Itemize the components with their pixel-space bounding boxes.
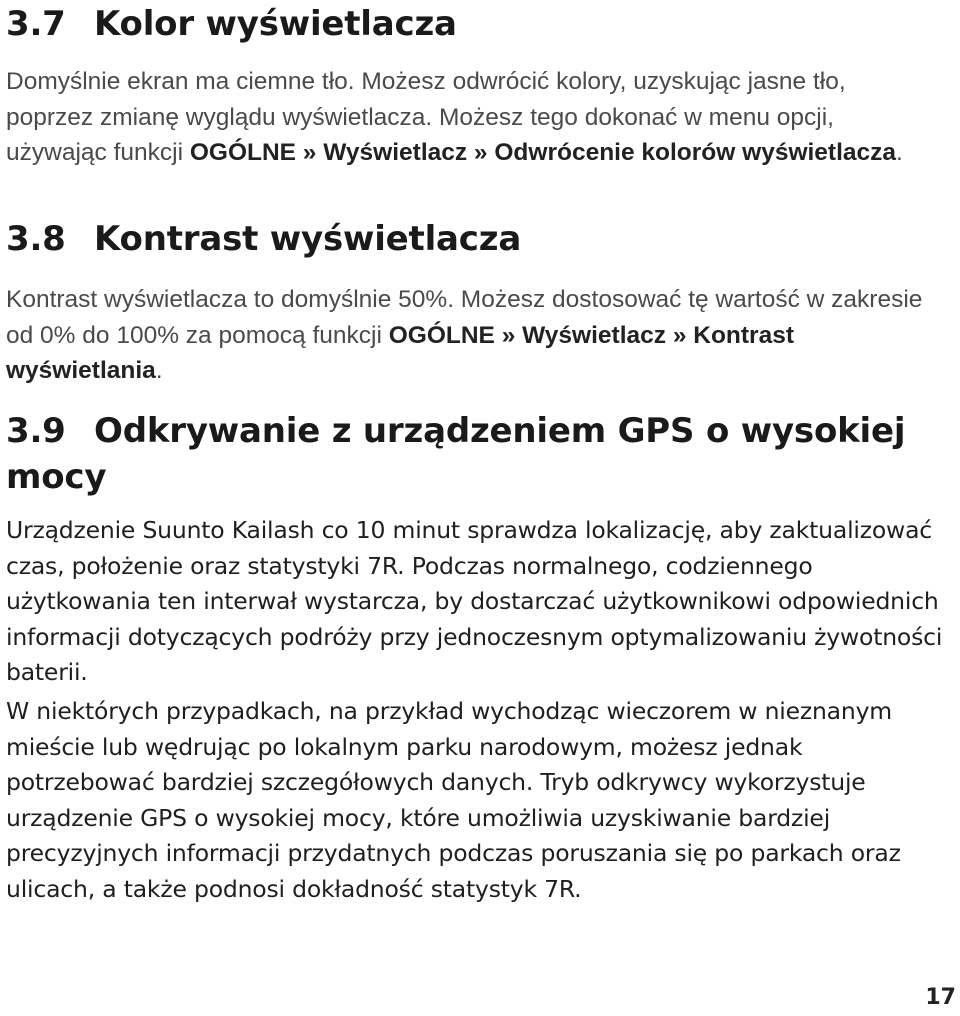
body-text: Domyślnie ekran ma ciemne tło. Możesz odwrócić kolory, uzyskując jasne tło, poprzez zmianę wyglądu wyświetlacza. Możesz tego dokonać w menu opcji, używając funkcji bbox=[6, 68, 846, 166]
section-title: Kolor wyświetlacza bbox=[94, 4, 457, 44]
section-heading-odkrywanie bbox=[6, 408, 946, 500]
body-text-end: . bbox=[155, 357, 163, 384]
body-text-end: . bbox=[896, 139, 903, 166]
body-text: Kontrast wyświetlacza to domyślnie 50%. Możesz dostosować tę wartość w zakresie od 0% do 100% za pomocą funkcji bbox=[6, 286, 923, 349]
section-title: Odkrywanie z urządzeniem GPS o wysokiej mocy bbox=[6, 411, 906, 497]
section-body-kolor bbox=[6, 64, 936, 171]
section-title: Kontrast wyświetlacza bbox=[94, 219, 522, 259]
section-heading-kontrast bbox=[6, 220, 521, 258]
section-number: 3.9 bbox=[6, 411, 66, 451]
section-paragraph-2: W niektórych przypadkach, na przykład wychodząc wieczorem w nieznanym mieście lub wędrując po lokalnym parku narodowym, możesz jednak potrzebować bardziej szczegółowych danych. Tryb odkrywcy wykorzystuje urządzenie GPS o wysokiej mocy, które umożliwia uzyskiwanie bardziej precyzyjnych informacji przydatnych podczas poruszania się po parkach oraz ulicach, a także podnosi dokładność statystyk 7R. bbox=[6, 697, 901, 903]
section-number: 3.7 bbox=[6, 4, 66, 44]
section-heading-kolor bbox=[6, 5, 457, 43]
page-number: 17 bbox=[925, 985, 956, 1010]
section-number: 3.8 bbox=[6, 219, 66, 259]
menu-path: OGÓLNE » Wyświetlacz » Odwrócenie kolorów wyświetlacza bbox=[189, 139, 897, 166]
section-body-kontrast bbox=[6, 282, 946, 389]
menu-path: OGÓLNE » Wyświetlacz » Kontrast wyświetlania bbox=[6, 321, 794, 384]
section-paragraph-1: Urządzenie Suunto Kailash co 10 minut sprawdza lokalizację, aby zaktualizować czas, położenie oraz statystyki 7R. Podczas normalnego, codziennego użytkowania ten interwał wystarcza, by dostarczać użytkownikowi odpowiednich informacji dotyczących podróży przy jednoczesnym optymalizowaniu żywotności baterii. bbox=[6, 516, 943, 686]
